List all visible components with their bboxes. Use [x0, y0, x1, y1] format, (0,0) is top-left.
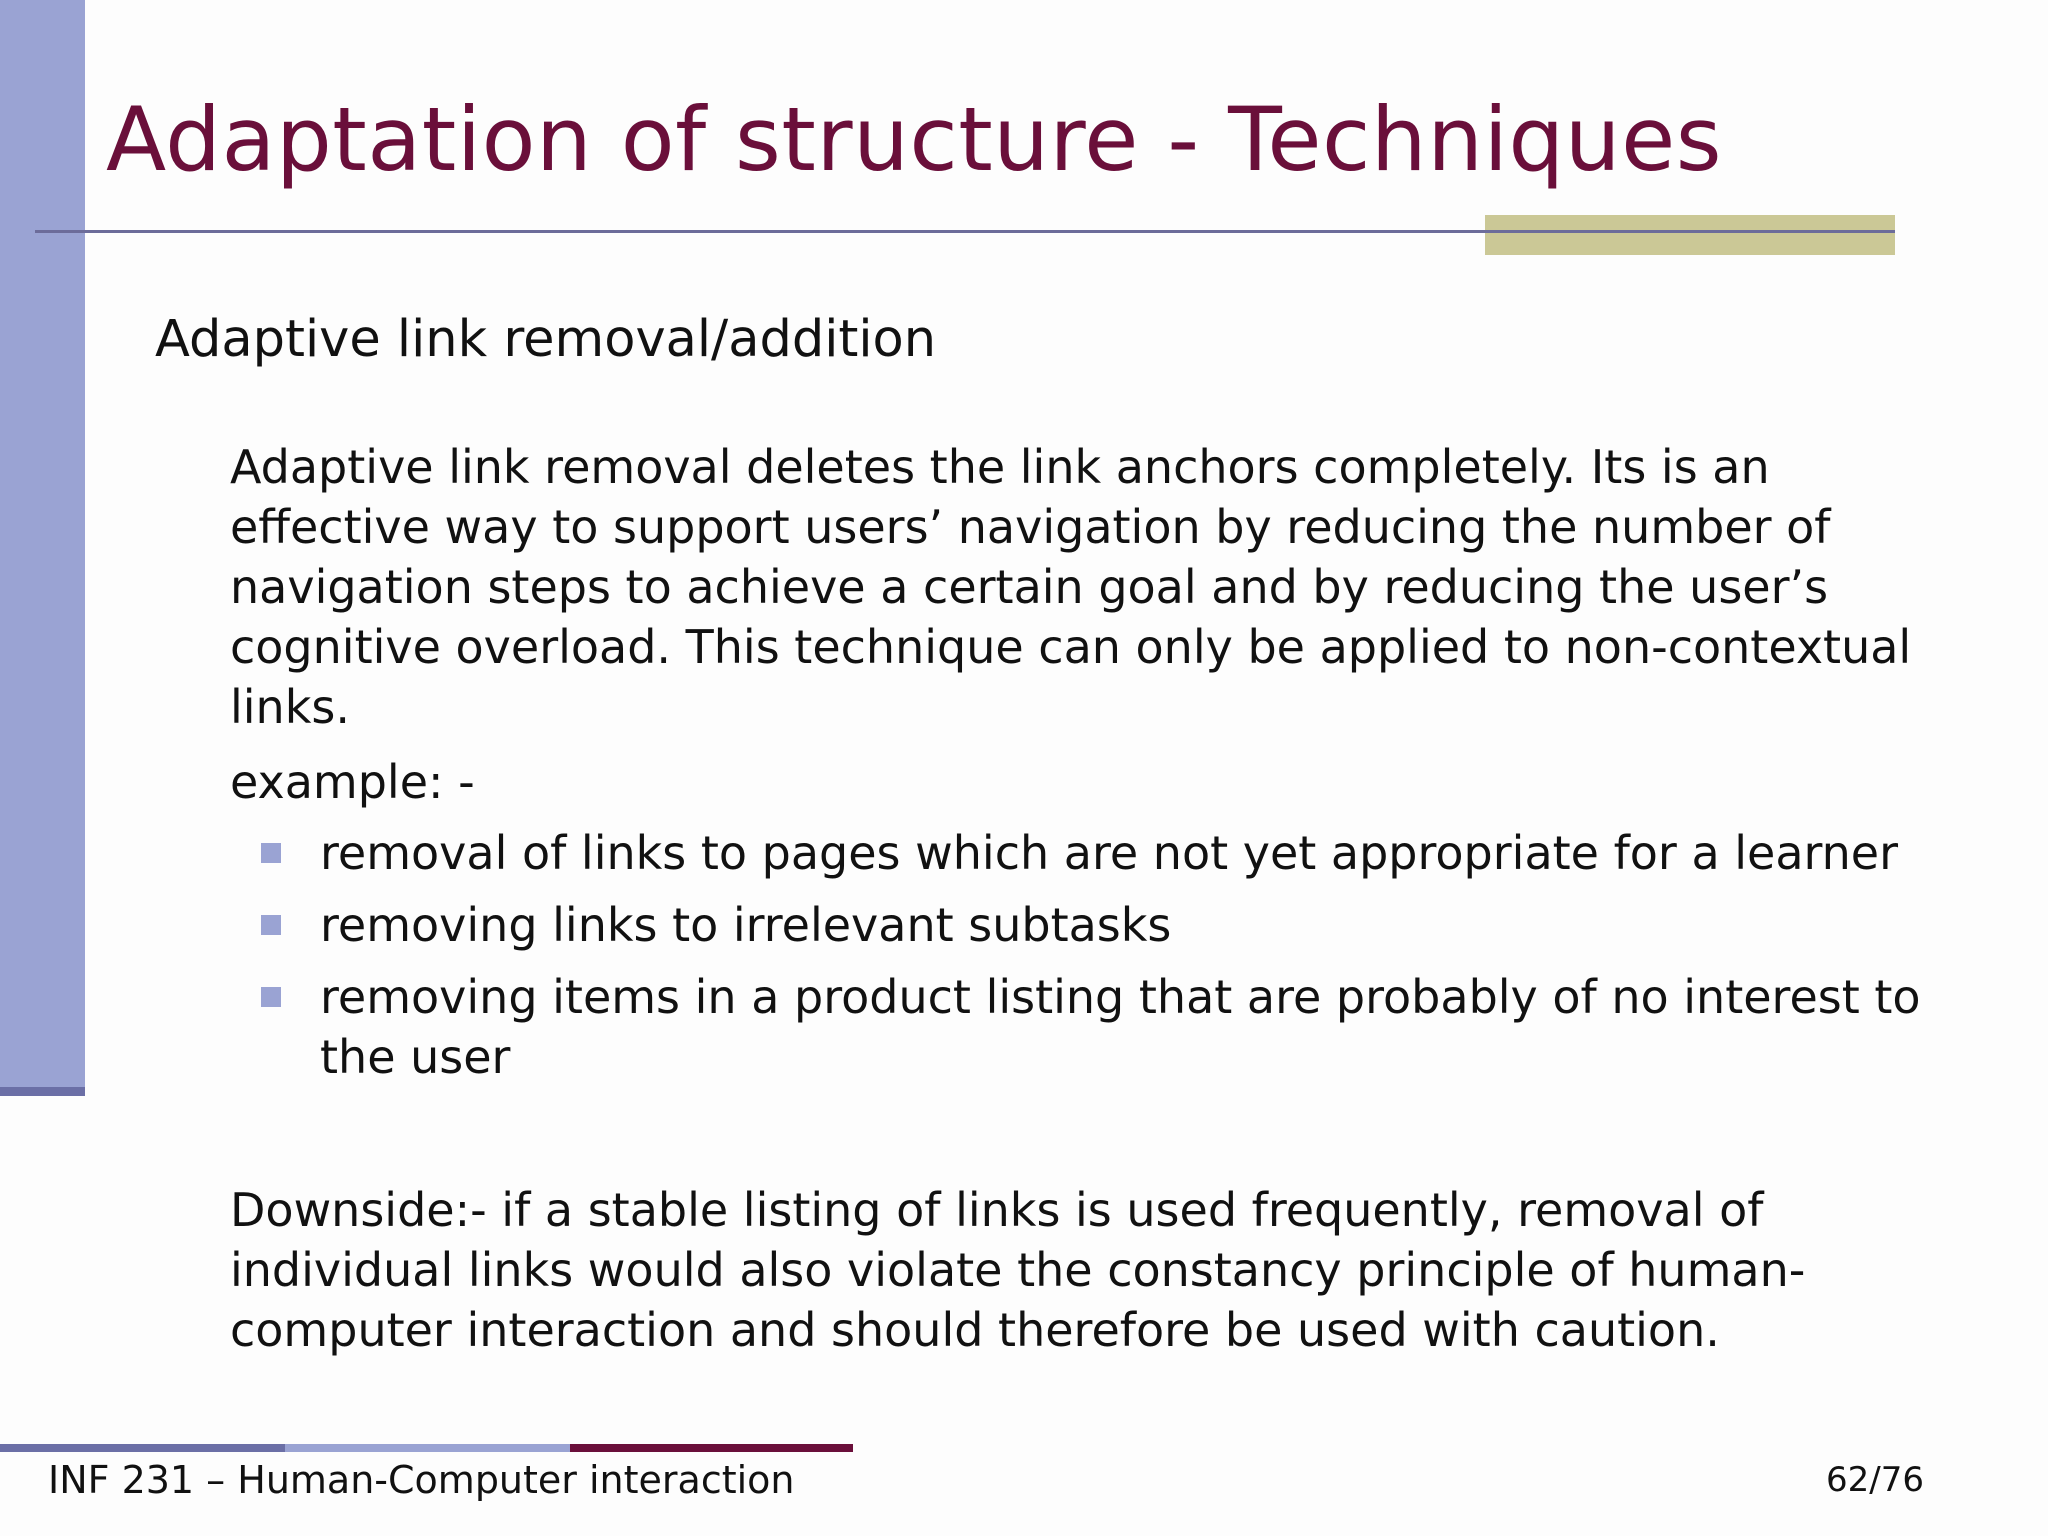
footer-bar-segment	[285, 1444, 570, 1452]
downside-paragraph: Downside:- if a stable listing of links is used frequently, removal of individual links would also violate the constancy principle of human-computer interaction and should therefore be used with caution.	[230, 1183, 1806, 1357]
list-item	[258, 823, 1938, 883]
list-item	[258, 967, 1938, 1087]
square-bullet-icon	[261, 843, 281, 863]
example-list	[258, 823, 1938, 1099]
square-bullet-icon	[261, 987, 281, 1007]
footer-course-name: INF 231 – Human-Computer interaction	[48, 1458, 795, 1502]
title-accent-line	[1485, 230, 1895, 233]
list-item-text: removing items in a product listing that are probably of no interest to the user	[320, 970, 1921, 1084]
example-label: example: -	[230, 755, 475, 809]
title-accent-block	[1485, 215, 1895, 255]
list-item-text: removing links to irrelevant subtasks	[320, 898, 1172, 952]
list-item	[258, 895, 1938, 955]
footer-bar-segment	[570, 1444, 853, 1452]
page-number: 62/76	[1826, 1460, 1924, 1500]
footer-bar-segment	[0, 1444, 285, 1452]
square-bullet-icon	[261, 915, 281, 935]
list-item-text: removal of links to pages which are not yet appropriate for a learner	[320, 826, 1899, 880]
description-paragraph: Adaptive link removal deletes the link anchors completely. Its is an effective way to support users’ navigation by reducing the number of navigation steps to achieve a certain goal and by reducing the user’s cognitive overload. This technique can only be applied to non-contextual links.	[230, 440, 1912, 734]
left-bar-foot	[0, 1087, 85, 1096]
section-heading: Adaptive link removal/addition	[155, 310, 937, 369]
left-decorative-bar	[0, 0, 85, 1090]
slide-title: Adaptation of structure - Techniques	[106, 88, 1723, 191]
